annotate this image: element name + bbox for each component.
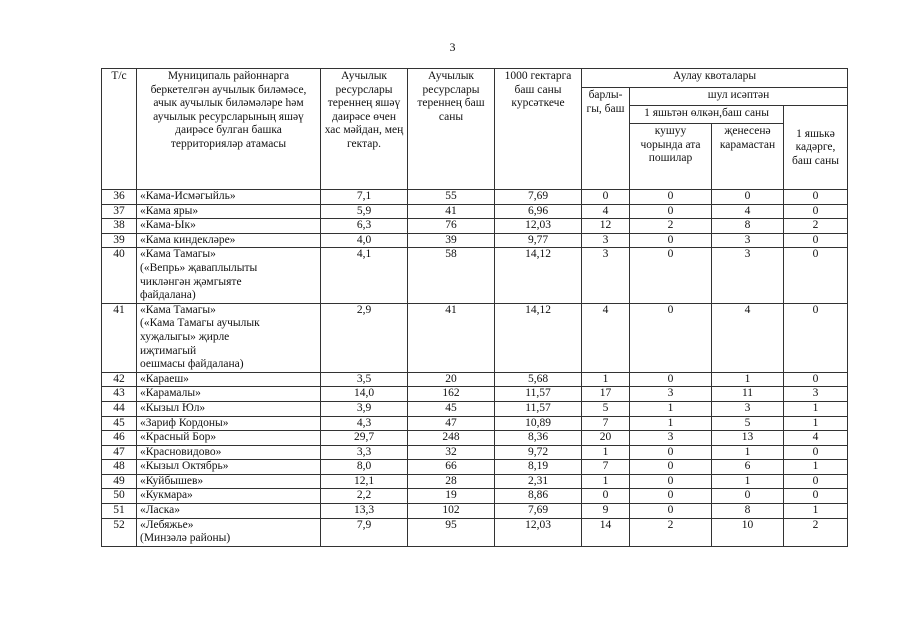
row-no-sex: 8: [712, 219, 784, 234]
row-area: 3,5: [321, 372, 408, 387]
row-count: 58: [408, 248, 495, 303]
row-name-line: «Куйбышев»: [140, 474, 204, 487]
row-name-line: «Кызыл Юл»: [140, 401, 206, 414]
header-name: Муниципаль районнарга беркетелгән аучылык биләмәсе, ачык аучылык биләмәләре һәм аучылык ресурсларының яшәү даирәсе булган башка территорияләр атамасы: [137, 69, 321, 190]
row-total: 20: [582, 431, 630, 446]
row-name: [137, 431, 321, 446]
row-number: 37: [102, 204, 137, 219]
row-name-line: чикләнгән җәмгыяте: [140, 275, 242, 288]
row-name: [137, 474, 321, 489]
row-total: 7: [582, 416, 630, 431]
row-antlered: 0: [630, 460, 712, 475]
row-area: 13,3: [321, 504, 408, 519]
row-count: 28: [408, 474, 495, 489]
row-antlered: 0: [630, 474, 712, 489]
table-row: [102, 401, 848, 416]
row-number: 48: [102, 460, 137, 475]
row-area: 2,9: [321, 303, 408, 372]
row-total: 1: [582, 372, 630, 387]
row-name-line: иҗтимагый: [140, 344, 197, 357]
row-no-sex: 13: [712, 431, 784, 446]
row-name-line: «Кама Тамагы»: [140, 303, 216, 316]
row-density: 2,31: [495, 474, 582, 489]
row-under1: 2: [784, 219, 848, 234]
table-row: [102, 204, 848, 219]
row-name-line: «Карамалы»: [140, 387, 201, 400]
row-area: 4,1: [321, 248, 408, 303]
row-name-line: «Караеш»: [140, 372, 189, 385]
quota-table: [101, 68, 848, 547]
row-density: 8,86: [495, 489, 582, 504]
row-no-sex: 10: [712, 518, 784, 546]
row-total: 1: [582, 474, 630, 489]
row-under1: 2: [784, 518, 848, 546]
row-number: 50: [102, 489, 137, 504]
row-total: 4: [582, 303, 630, 372]
row-name-line: «Зариф Кордоны»: [140, 416, 229, 429]
row-antlered: 0: [630, 372, 712, 387]
row-under1: 0: [784, 248, 848, 303]
row-count: 95: [408, 518, 495, 546]
row-density: 12,03: [495, 518, 582, 546]
row-area: 7,9: [321, 518, 408, 546]
row-under1: 0: [784, 303, 848, 372]
row-no-sex: 3: [712, 233, 784, 248]
row-name-line: «Красный Бор»: [140, 431, 217, 444]
row-count: 76: [408, 219, 495, 234]
row-antlered: 0: [630, 489, 712, 504]
table-row: [102, 219, 848, 234]
table-row: [102, 372, 848, 387]
row-number: 47: [102, 445, 137, 460]
row-area: 5,9: [321, 204, 408, 219]
row-name-line: (Минзәлә районы): [140, 532, 231, 545]
row-name-line: «Лебяжье»: [140, 518, 194, 531]
row-name: [137, 204, 321, 219]
row-number: 38: [102, 219, 137, 234]
header-including: шул исәптән: [630, 88, 848, 106]
row-no-sex: 1: [712, 474, 784, 489]
row-name: [137, 504, 321, 519]
row-density: 5,68: [495, 372, 582, 387]
table-row: [102, 489, 848, 504]
row-antlered: 2: [630, 518, 712, 546]
row-total: 3: [582, 248, 630, 303]
row-antlered: 0: [630, 190, 712, 205]
row-density: 14,12: [495, 248, 582, 303]
page-number: 3: [449, 40, 456, 54]
row-area: 6,3: [321, 219, 408, 234]
table-row: [102, 190, 848, 205]
row-total: 12: [582, 219, 630, 234]
row-under1: 4: [784, 431, 848, 446]
row-name-line: оешмасы файдалана): [140, 358, 244, 371]
row-name-line: «Красновидово»: [140, 445, 222, 458]
row-name: [137, 219, 321, 234]
row-count: 45: [408, 401, 495, 416]
row-density: 8,36: [495, 431, 582, 446]
row-name-line: «Кама-Ык»: [140, 219, 196, 232]
row-density: 11,57: [495, 401, 582, 416]
row-number: 49: [102, 474, 137, 489]
row-area: 7,1: [321, 190, 408, 205]
row-count: 47: [408, 416, 495, 431]
row-total: 17: [582, 387, 630, 402]
row-no-sex: 4: [712, 204, 784, 219]
row-count: 162: [408, 387, 495, 402]
row-under1: 0: [784, 204, 848, 219]
row-name: [137, 190, 321, 205]
row-total: 0: [582, 190, 630, 205]
row-total: 9: [582, 504, 630, 519]
header-antlered: кушуу чорында ата пошилар: [630, 124, 712, 190]
row-antlered: 1: [630, 401, 712, 416]
row-name: [137, 303, 321, 372]
row-name-line: «Ласка»: [140, 504, 181, 517]
table-row: [102, 445, 848, 460]
row-under1: 1: [784, 401, 848, 416]
row-count: 55: [408, 190, 495, 205]
row-no-sex: 1: [712, 372, 784, 387]
row-antlered: 0: [630, 233, 712, 248]
row-density: 9,77: [495, 233, 582, 248]
row-density: 6,96: [495, 204, 582, 219]
row-name: [137, 372, 321, 387]
row-count: 19: [408, 489, 495, 504]
row-name-line: «Кукмара»: [140, 489, 193, 502]
row-no-sex: 11: [712, 387, 784, 402]
row-name: [137, 401, 321, 416]
row-total: 0: [582, 489, 630, 504]
row-no-sex: 3: [712, 248, 784, 303]
row-under1: 1: [784, 460, 848, 475]
table-row: [102, 460, 848, 475]
row-density: 7,69: [495, 190, 582, 205]
row-number: 42: [102, 372, 137, 387]
row-density: 11,57: [495, 387, 582, 402]
row-count: 66: [408, 460, 495, 475]
row-area: 4,3: [321, 416, 408, 431]
row-density: 12,03: [495, 219, 582, 234]
row-name: [137, 489, 321, 504]
row-under1: 1: [784, 416, 848, 431]
row-under1: 0: [784, 445, 848, 460]
row-under1: 0: [784, 474, 848, 489]
header-no-sex: җенесенә карамастан: [712, 124, 784, 190]
table-row: [102, 233, 848, 248]
row-count: 41: [408, 303, 495, 372]
row-name-line: файдалана): [140, 289, 196, 302]
row-name: [137, 460, 321, 475]
row-number: 40: [102, 248, 137, 303]
row-name: [137, 387, 321, 402]
row-antlered: 0: [630, 303, 712, 372]
row-name-line: «Кызыл Октябрь»: [140, 460, 229, 473]
row-under1: 0: [784, 190, 848, 205]
row-antlered: 1: [630, 416, 712, 431]
row-antlered: 2: [630, 219, 712, 234]
row-density: 7,69: [495, 504, 582, 519]
row-number: 46: [102, 431, 137, 446]
header-density: 1000 гектарга баш саны курсәткече: [495, 69, 582, 190]
row-total: 3: [582, 233, 630, 248]
row-under1: 0: [784, 233, 848, 248]
table-body: [102, 190, 848, 547]
row-name-line: («Вепрь» җаваплылыты: [140, 261, 258, 274]
row-area: 3,3: [321, 445, 408, 460]
row-name-line: «Кама яры»: [140, 204, 199, 217]
table-row: [102, 416, 848, 431]
row-no-sex: 0: [712, 190, 784, 205]
header-older1: 1 яшьтән өлкән,баш саны: [630, 106, 784, 124]
row-total: 4: [582, 204, 630, 219]
row-name: [137, 248, 321, 303]
table-row: [102, 387, 848, 402]
row-area: 12,1: [321, 474, 408, 489]
row-name-line: («Кама Тамагы аучылык: [140, 317, 260, 330]
row-name-line: «Кама Тамагы»: [140, 248, 216, 261]
row-number: 36: [102, 190, 137, 205]
row-count: 248: [408, 431, 495, 446]
row-density: 8,19: [495, 460, 582, 475]
row-density: 10,89: [495, 416, 582, 431]
row-number: 44: [102, 401, 137, 416]
header-quota: Аулау квоталары: [582, 69, 848, 88]
table-row: [102, 474, 848, 489]
row-number: 51: [102, 504, 137, 519]
row-name: [137, 518, 321, 546]
row-under1: 0: [784, 372, 848, 387]
row-area: 29,7: [321, 431, 408, 446]
row-no-sex: 4: [712, 303, 784, 372]
row-total: 5: [582, 401, 630, 416]
row-count: 102: [408, 504, 495, 519]
row-antlered: 0: [630, 445, 712, 460]
row-name-line: «Кама киндекләре»: [140, 233, 236, 246]
row-count: 39: [408, 233, 495, 248]
row-total: 1: [582, 445, 630, 460]
row-density: 9,72: [495, 445, 582, 460]
row-area: 2,2: [321, 489, 408, 504]
row-no-sex: 0: [712, 489, 784, 504]
row-under1: 3: [784, 387, 848, 402]
row-total: 7: [582, 460, 630, 475]
row-under1: 1: [784, 504, 848, 519]
table-row: [102, 303, 848, 372]
header-num: Т/с: [102, 69, 137, 190]
row-no-sex: 8: [712, 504, 784, 519]
row-number: 45: [102, 416, 137, 431]
row-total: 14: [582, 518, 630, 546]
row-density: 14,12: [495, 303, 582, 372]
row-area: 3,9: [321, 401, 408, 416]
row-name: [137, 416, 321, 431]
row-name: [137, 233, 321, 248]
table-row: [102, 518, 848, 546]
row-antlered: 0: [630, 504, 712, 519]
row-count: 41: [408, 204, 495, 219]
row-area: 4,0: [321, 233, 408, 248]
row-antlered: 3: [630, 431, 712, 446]
row-area: 14,0: [321, 387, 408, 402]
row-antlered: 0: [630, 204, 712, 219]
row-number: 41: [102, 303, 137, 372]
row-count: 32: [408, 445, 495, 460]
header-count: Аучылык ресурслары тереннең баш саны: [408, 69, 495, 190]
row-no-sex: 5: [712, 416, 784, 431]
row-antlered: 0: [630, 248, 712, 303]
row-count: 20: [408, 372, 495, 387]
row-under1: 0: [784, 489, 848, 504]
row-no-sex: 3: [712, 401, 784, 416]
header-under1: 1 яшькә кадәрге, баш саны: [784, 106, 848, 190]
table-row: [102, 431, 848, 446]
row-name: [137, 445, 321, 460]
table-row: [102, 248, 848, 303]
row-number: 43: [102, 387, 137, 402]
row-no-sex: 1: [712, 445, 784, 460]
header-total: барлы-гы, баш: [582, 88, 630, 190]
header-area: Аучылык ресурслары тереннең яшәү даирәсе өчен хас мәйдан, мең гектар.: [321, 69, 408, 190]
row-name-line: хуҗалыгы» җирле: [140, 330, 230, 343]
table-row: [102, 504, 848, 519]
row-area: 8,0: [321, 460, 408, 475]
row-number: 39: [102, 233, 137, 248]
row-no-sex: 6: [712, 460, 784, 475]
row-antlered: 3: [630, 387, 712, 402]
row-number: 52: [102, 518, 137, 546]
row-name-line: «Кама-Исмәгыйль»: [140, 190, 236, 202]
